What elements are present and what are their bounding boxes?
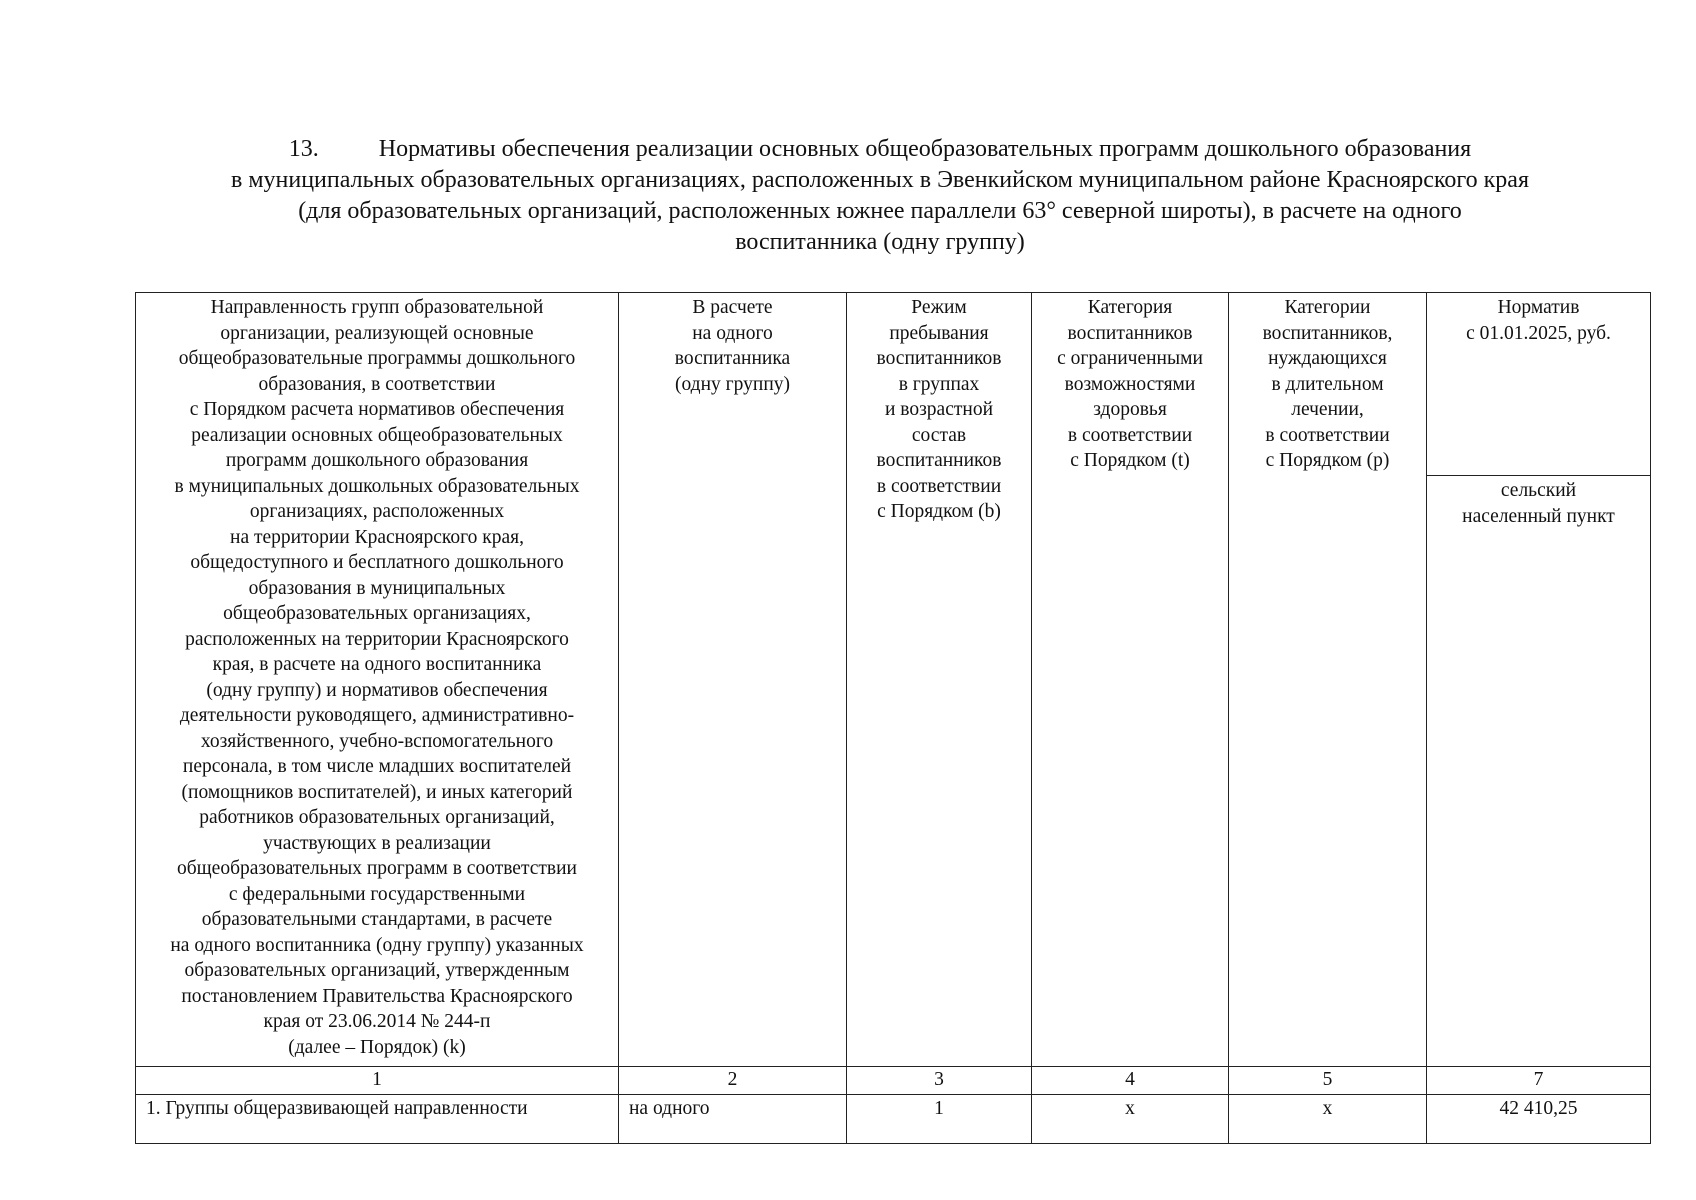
header-line: здоровья bbox=[1093, 399, 1167, 420]
header-line: в группах bbox=[898, 373, 980, 395]
header-line: воспитанников bbox=[876, 450, 1002, 471]
header-line: организациях, расположенных bbox=[249, 501, 505, 522]
header-line: постановлением Правительства Красноярского bbox=[181, 985, 573, 1007]
cell-treatment-category: х bbox=[1229, 1095, 1427, 1144]
header-line: Норматив bbox=[1497, 297, 1580, 318]
header-line: реализации основных общеобразовательных bbox=[191, 424, 563, 446]
header-line: пребывания bbox=[889, 322, 989, 344]
header-mode bbox=[847, 293, 1032, 1067]
header-row bbox=[136, 293, 1651, 476]
header-line: с Порядком (b) bbox=[877, 501, 1001, 522]
header-line: (далее – Порядок) (k) bbox=[288, 1036, 466, 1058]
header-line: сельский bbox=[1500, 480, 1577, 501]
title-line-1: 13. Нормативы обеспечения реализации основных общеобразовательных программ дошкольного образования bbox=[130, 134, 1630, 165]
column-number: 2 bbox=[619, 1067, 847, 1095]
header-health-category bbox=[1032, 293, 1229, 1067]
header-line: на территории Красноярского края, bbox=[230, 526, 524, 548]
header-line: общеобразовательных организациях, bbox=[223, 603, 531, 624]
header-line: с Порядком (p) bbox=[1265, 450, 1390, 471]
title-line-4: воспитанника (одну группу) bbox=[735, 229, 1025, 255]
header-line: расположенных на территории Красноярского bbox=[185, 628, 569, 650]
header-line: с федеральными государственными bbox=[228, 883, 526, 905]
header-line: хозяйственного, учебно-вспомогательного bbox=[200, 730, 554, 752]
header-line: образовательными стандартами, в расчете bbox=[201, 909, 553, 930]
header-line: с ограниченными bbox=[1057, 348, 1203, 369]
header-calc bbox=[619, 293, 847, 1067]
table-row bbox=[136, 1095, 1651, 1144]
header-line: лечении, bbox=[1291, 399, 1364, 420]
header-line: с Порядком расчета нормативов обеспечения bbox=[189, 399, 565, 420]
section-number: 13. bbox=[288, 136, 319, 162]
header-line: воспитанников, bbox=[1262, 322, 1393, 344]
header-line: края, в расчете на одного воспитанника bbox=[212, 654, 542, 675]
header-line: Категория bbox=[1087, 297, 1173, 318]
header-line: на одного bbox=[692, 322, 773, 344]
header-line: общеобразовательных программ в соответствии bbox=[177, 858, 577, 879]
header-line: общеобразовательные программы дошкольного bbox=[178, 348, 576, 369]
header-line: В расчете bbox=[692, 297, 773, 318]
header-line: работников образовательных организаций, bbox=[199, 807, 555, 828]
cell-mode: 1 bbox=[847, 1095, 1032, 1144]
header-line: образовательных организаций, утвержденным bbox=[184, 960, 570, 981]
header-line: населенный пункт bbox=[1462, 505, 1615, 527]
header-line: и возрастной bbox=[884, 399, 994, 420]
header-line: (помощников воспитателей), и иных категорий bbox=[181, 781, 573, 803]
header-line: деятельности руководящего, административно- bbox=[179, 705, 575, 726]
header-line: в длительном bbox=[1271, 373, 1384, 395]
header-direction bbox=[136, 293, 619, 1067]
header-line: в муниципальных дошкольных образовательных bbox=[174, 475, 580, 497]
header-norm bbox=[1427, 293, 1651, 476]
header-line: нуждающихся bbox=[1268, 348, 1387, 369]
column-number: 7 bbox=[1427, 1067, 1651, 1095]
header-line: в соответствии bbox=[876, 475, 1002, 497]
header-treatment-category bbox=[1229, 293, 1427, 1067]
header-line: воспитанников bbox=[1067, 322, 1193, 344]
column-numbers-row bbox=[136, 1067, 1651, 1095]
header-line: образования, в соответствии bbox=[258, 373, 496, 395]
header-line: края от 23.06.2014 № 244-п bbox=[263, 1011, 491, 1032]
header-line: состав bbox=[911, 424, 967, 446]
column-number: 5 bbox=[1229, 1067, 1427, 1095]
header-line: с Порядком (t) bbox=[1070, 450, 1190, 471]
header-rural-settlement bbox=[1427, 476, 1651, 1067]
header-line: на одного воспитанника (одну группу) указанных bbox=[170, 934, 584, 956]
header-line: организации, реализующей основные bbox=[220, 322, 534, 344]
header-line: Режим bbox=[911, 297, 967, 318]
header-line: (одну группу) bbox=[674, 373, 791, 395]
header-line: (одну группу) и нормативов обеспечения bbox=[206, 679, 548, 701]
title-line-3: (для образовательных организаций, расположенных южнее параллели 63° северной широты), в расчете на одного bbox=[298, 198, 1462, 224]
header-line: участвующих в реализации bbox=[263, 832, 491, 854]
header-line: с 01.01.2025, руб. bbox=[1466, 322, 1611, 344]
header-line: Категории bbox=[1284, 297, 1371, 318]
document-title bbox=[130, 134, 1630, 258]
cell-direction: 1. Группы общеразвивающей направленности bbox=[136, 1095, 619, 1144]
header-line: Направленность групп образовательной bbox=[210, 297, 544, 318]
cell-calc: на одного bbox=[619, 1095, 847, 1144]
header-line: возможностями bbox=[1064, 373, 1196, 395]
header-line: воспитанника bbox=[674, 348, 791, 369]
column-number: 1 bbox=[136, 1067, 619, 1095]
column-number: 3 bbox=[847, 1067, 1032, 1095]
column-number: 4 bbox=[1032, 1067, 1229, 1095]
header-line: программ дошкольного образования bbox=[225, 450, 529, 471]
header-line: в соответствии bbox=[1067, 424, 1193, 446]
header-line: общедоступного и бесплатного дошкольного bbox=[190, 552, 564, 573]
title-line-2: в муниципальных образовательных организациях, расположенных в Эвенкийском муниципальном районе Красноярского края bbox=[231, 167, 1529, 193]
header-line: воспитанников bbox=[876, 348, 1002, 369]
header-line: в соответствии bbox=[1265, 424, 1390, 446]
header-line: персонала, в том числе младших воспитателей bbox=[182, 756, 572, 777]
header-line: образования в муниципальных bbox=[248, 577, 506, 599]
norms-table bbox=[135, 292, 1651, 1144]
cell-health-category: х bbox=[1032, 1095, 1229, 1144]
cell-norm-value: 42 410,25 bbox=[1427, 1095, 1651, 1144]
